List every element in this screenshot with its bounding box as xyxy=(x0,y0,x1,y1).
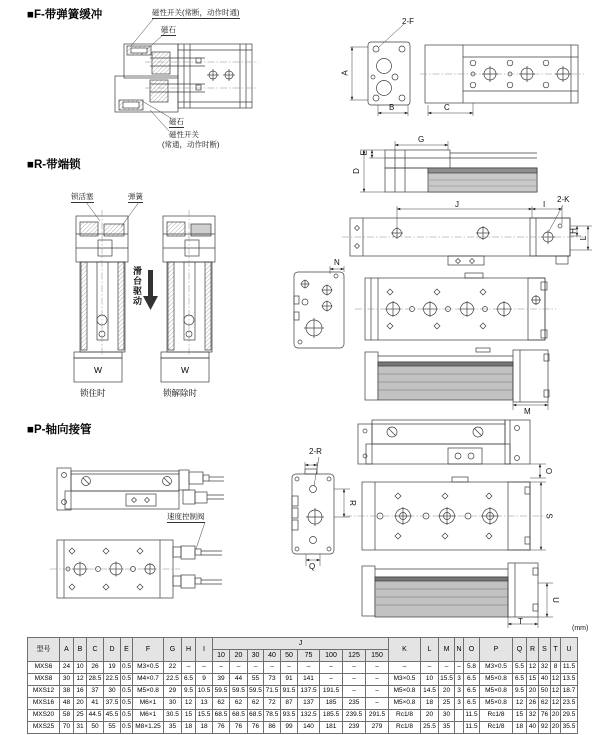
table-row xyxy=(28,674,578,686)
r-section-cutaway-locked xyxy=(74,202,142,382)
table-cell: 72 xyxy=(264,698,281,710)
table-row xyxy=(28,686,578,698)
table-cell: 10 xyxy=(74,662,87,674)
col-header: S xyxy=(539,638,551,662)
p-section-side-view-bottom-right xyxy=(362,563,553,628)
dim-label-l: L xyxy=(579,235,589,241)
table-cell: 137.5 xyxy=(298,686,320,698)
table-cell: 0.5 xyxy=(121,686,133,698)
table-cell: 12 xyxy=(182,698,196,710)
table-cell: 20 xyxy=(551,710,561,722)
col-header: P xyxy=(480,638,513,662)
slide-drive-label: 滑台驱动 xyxy=(132,266,142,306)
table-row xyxy=(28,698,578,710)
model-cell: MXS20 xyxy=(28,710,60,722)
table-cell: 59.5 xyxy=(213,686,230,698)
table-cell: 18 xyxy=(421,698,439,710)
table-cell xyxy=(455,710,464,722)
table-cell: – xyxy=(213,662,230,674)
table-cell: 291.5 xyxy=(366,710,389,722)
table-cell: 191.5 xyxy=(320,686,343,698)
dimension-table xyxy=(27,637,578,734)
table-cell: 32 xyxy=(539,662,551,674)
table-cell: 26 xyxy=(527,698,539,710)
table-cell: 76 xyxy=(248,722,264,734)
table-cell: 5.8 xyxy=(464,662,480,674)
table-cell: 37 xyxy=(87,686,104,698)
col-header: D xyxy=(104,638,121,662)
table-cell: – xyxy=(366,674,389,686)
table-cell: M5×0.8 xyxy=(389,686,421,698)
table-cell: Rc1/8 xyxy=(480,722,513,734)
table-cell: 12 xyxy=(74,674,87,686)
model-cell: MXS6 xyxy=(28,662,60,674)
table-cell: 16 xyxy=(74,686,87,698)
table-cell: 6.5 xyxy=(464,698,480,710)
table-cell: 14.5 xyxy=(421,686,439,698)
table-cell: 6.5 xyxy=(464,674,480,686)
table-cell: 73 xyxy=(264,674,281,686)
unlocked-caption: 锁解除时 xyxy=(163,388,198,398)
model-cell: MXS16 xyxy=(28,698,60,710)
table-cell: 11.5 xyxy=(464,710,480,722)
stroke-header: 10 xyxy=(213,650,230,662)
table-row xyxy=(28,722,578,734)
table-cell: 15.5 xyxy=(439,674,455,686)
col-header: F xyxy=(133,638,164,662)
p-section-end-view xyxy=(292,457,350,566)
table-cell: 29 xyxy=(164,686,182,698)
table-cell: 28.5 xyxy=(87,674,104,686)
table-cell: 6.5 xyxy=(513,674,527,686)
table-cell: 9.5 xyxy=(182,686,196,698)
table-cell: 20 xyxy=(551,722,561,734)
section-title-f: ■F-带弹簧缓冲 xyxy=(27,9,103,21)
table-cell: 0.5 xyxy=(121,722,133,734)
model-cell: MXS25 xyxy=(28,722,60,734)
col-header: M xyxy=(439,638,455,662)
table-cell: 59.5 xyxy=(248,686,264,698)
table-cell: – xyxy=(366,698,389,710)
table-cell: 30.5 xyxy=(164,710,182,722)
dim-label-g: G xyxy=(418,135,425,144)
table-cell: 50 xyxy=(87,722,104,734)
table-cell: 9.5 xyxy=(513,686,527,698)
table-cell: 23.5 xyxy=(561,698,578,710)
table-cell: 140 xyxy=(298,722,320,734)
col-header: C xyxy=(87,638,104,662)
table-cell: – xyxy=(366,686,389,698)
dim-label-e: E xyxy=(359,150,369,156)
table-cell: 62 xyxy=(213,698,230,710)
table-cell: 239.5 xyxy=(343,710,366,722)
section-title-r: ■R-带端锁 xyxy=(27,159,81,171)
table-cell: 41 xyxy=(87,698,104,710)
table-cell: – xyxy=(343,674,366,686)
table-cell: 35 xyxy=(439,722,455,734)
table-cell: – xyxy=(264,662,281,674)
table-cell: 141 xyxy=(298,674,320,686)
dim-label-2r: 2-R xyxy=(309,447,322,456)
table-cell: 55 xyxy=(104,722,121,734)
section-title-p: ■P-轴向接管 xyxy=(27,424,92,436)
table-cell: 15 xyxy=(513,710,527,722)
table-cell: M5×0.8 xyxy=(480,698,513,710)
p-section-plan-view-right xyxy=(345,477,546,550)
col-header: E xyxy=(121,638,133,662)
table-cell: 11.5 xyxy=(464,722,480,734)
table-cell: – xyxy=(196,662,213,674)
table-cell: 32 xyxy=(527,710,539,722)
speed-control-valve-label: 速度控制阀 xyxy=(167,512,205,521)
table-cell: 22.5 xyxy=(104,674,121,686)
table-cell: M3×0.5 xyxy=(480,662,513,674)
magnetic-switch-bottom-note: (常通，动作时断) xyxy=(162,140,220,149)
dim-label-o: O xyxy=(544,467,554,475)
table-cell: Rc1/8 xyxy=(389,710,421,722)
table-cell: 239 xyxy=(343,722,366,734)
table-cell: 10 xyxy=(421,674,439,686)
table-cell: 185 xyxy=(320,698,343,710)
table-cell: M5×0.8 xyxy=(389,698,421,710)
table-cell: 29.5 xyxy=(561,710,578,722)
table-cell: – xyxy=(230,662,248,674)
table-cell: 20 xyxy=(74,698,87,710)
table-cell: 30 xyxy=(60,674,74,686)
table-cell: M6×1 xyxy=(133,698,164,710)
table-cell: 181 xyxy=(320,722,343,734)
stroke-header: 50 xyxy=(281,650,298,662)
r-section-cutaway-unlocked xyxy=(161,210,215,382)
table-cell: M4×0.7 xyxy=(133,674,164,686)
r-section-side-view-bottom xyxy=(365,348,549,410)
table-cell: 0.5 xyxy=(121,662,133,674)
r-section-top-view xyxy=(342,205,592,265)
dim-label-j: J xyxy=(455,200,459,209)
table-cell: 78.5 xyxy=(264,710,281,722)
p-section-side-view-right xyxy=(358,420,546,478)
model-cell: MXS8 xyxy=(28,674,60,686)
r-section-plan-view xyxy=(355,273,556,340)
table-row xyxy=(28,662,578,674)
table-cell: 86 xyxy=(264,722,281,734)
table-cell: 18 xyxy=(196,722,213,734)
table-cell: 24 xyxy=(60,662,74,674)
dim-label-u: U xyxy=(550,597,560,603)
p-section-plan-view-left xyxy=(50,540,222,598)
col-header: H xyxy=(182,638,196,662)
table-cell: 0.5 xyxy=(121,674,133,686)
f-section-cutaway-drawing xyxy=(115,18,258,131)
table-cell: 91.5 xyxy=(281,686,298,698)
table-cell: 18.7 xyxy=(561,686,578,698)
table-cell: 62 xyxy=(248,698,264,710)
table-cell: 3 xyxy=(455,674,464,686)
table-cell: 44 xyxy=(230,674,248,686)
table-cell: 22 xyxy=(164,662,182,674)
dim-label-d: D xyxy=(351,168,361,174)
table-cell: 6.5 xyxy=(182,674,196,686)
f-section-side-view xyxy=(360,141,537,192)
slide-drive-arrow-icon xyxy=(143,270,158,310)
table-cell: 6.5 xyxy=(464,686,480,698)
table-cell: 18 xyxy=(182,722,196,734)
table-cell: 50 xyxy=(539,686,551,698)
stroke-header: 75 xyxy=(298,650,320,662)
table-cell: 76 xyxy=(213,722,230,734)
stroke-header: 20 xyxy=(230,650,248,662)
col-header-model: 型号 xyxy=(28,638,60,662)
dim-label-c: C xyxy=(444,103,450,112)
table-cell: 8 xyxy=(551,662,561,674)
table-cell: 185.5 xyxy=(320,710,343,722)
col-header: K xyxy=(389,638,421,662)
table-cell: 30 xyxy=(164,698,182,710)
stroke-header: 125 xyxy=(343,650,366,662)
f-section-end-view xyxy=(350,24,410,116)
table-cell: 35.5 xyxy=(561,722,578,734)
table-cell: 68.5 xyxy=(248,710,264,722)
dim-label-2k: 2-K xyxy=(557,195,570,204)
col-header: U xyxy=(561,638,578,662)
table-cell: 132.5 xyxy=(298,710,320,722)
r-section-port-end-view xyxy=(294,266,344,348)
table-cell: – xyxy=(343,686,366,698)
table-cell: – xyxy=(439,662,455,674)
table-cell: 62 xyxy=(230,698,248,710)
table-cell: 25 xyxy=(74,710,87,722)
table-cell: 76 xyxy=(539,710,551,722)
table-cell: 3 xyxy=(455,698,464,710)
table-cell: 30 xyxy=(439,710,455,722)
table-cell: 92 xyxy=(539,722,551,734)
col-header: R xyxy=(527,638,539,662)
table-cell: M8×1.25 xyxy=(133,722,164,734)
col-header: T xyxy=(551,638,561,662)
table-cell: 40 xyxy=(539,674,551,686)
table-cell: – xyxy=(455,662,464,674)
table-cell: 18 xyxy=(513,722,527,734)
table-cell: 15 xyxy=(182,710,196,722)
table-cell: 15.5 xyxy=(196,710,213,722)
table-cell: 58 xyxy=(60,710,74,722)
table-cell: 93.5 xyxy=(281,710,298,722)
dim-label-h: H xyxy=(568,228,578,234)
table-cell: – xyxy=(320,662,343,674)
table-cell: 19 xyxy=(104,662,121,674)
table-cell: M3×0.5 xyxy=(389,674,421,686)
table-cell: 13 xyxy=(196,698,213,710)
spring-label: 弹簧 xyxy=(128,192,143,201)
table-cell: 55 xyxy=(248,674,264,686)
table-cell: M5×0.8 xyxy=(480,674,513,686)
table-cell: 20 xyxy=(421,710,439,722)
table-cell: 38 xyxy=(60,686,74,698)
table-cell: 12 xyxy=(513,698,527,710)
table-cell: 40 xyxy=(527,722,539,734)
table-cell: 11.5 xyxy=(561,662,578,674)
table-cell: – xyxy=(182,662,196,674)
col-header: B xyxy=(74,638,87,662)
stroke-header: 40 xyxy=(264,650,281,662)
dim-label-t: T xyxy=(518,617,523,626)
table-cell: 9 xyxy=(196,674,213,686)
dim-label-n: N xyxy=(334,258,340,267)
stroke-header: 100 xyxy=(320,650,343,662)
table-cell: 91 xyxy=(281,674,298,686)
table-cell: 20 xyxy=(439,686,455,698)
table-cell: 62 xyxy=(539,698,551,710)
table-cell: – xyxy=(343,662,366,674)
table-cell: 68.5 xyxy=(213,710,230,722)
model-cell: MXS12 xyxy=(28,686,60,698)
table-cell: M6×1 xyxy=(133,710,164,722)
col-header: N xyxy=(455,638,464,662)
magnetic-switch-top-label: 磁性开关(常断，动作时通) xyxy=(152,8,240,17)
table-cell: 99 xyxy=(281,722,298,734)
table-row xyxy=(28,710,578,722)
table-cell: – xyxy=(421,662,439,674)
table-cell: 70 xyxy=(60,722,74,734)
table-cell: 0.5 xyxy=(121,698,133,710)
table-cell: 5.5 xyxy=(513,662,527,674)
dim-label-r: R xyxy=(347,500,357,506)
col-header: G xyxy=(164,638,182,662)
col-header: O xyxy=(464,638,480,662)
table-cell: Rc1/8 xyxy=(389,722,421,734)
col-header: A xyxy=(60,638,74,662)
w-label-right: W xyxy=(181,365,190,375)
unit-note: (mm) xyxy=(572,625,589,632)
col-header-j-group: J xyxy=(213,638,389,650)
table-cell: 25 xyxy=(439,698,455,710)
dim-label-2f: 2-F xyxy=(402,17,414,26)
table-cell xyxy=(455,722,464,734)
table-cell: 48 xyxy=(60,698,74,710)
stroke-header: 30 xyxy=(248,650,264,662)
col-header: Q xyxy=(513,638,527,662)
table-cell: 3 xyxy=(455,686,464,698)
table-cell: 35 xyxy=(164,722,182,734)
table-cell: – xyxy=(389,662,421,674)
magnet-bottom-label: 磁石 xyxy=(169,117,184,126)
dim-label-q: Q xyxy=(309,562,316,571)
table-cell: – xyxy=(366,662,389,674)
locked-caption: 锁住时 xyxy=(80,388,106,398)
dim-label-b: B xyxy=(389,103,395,112)
w-label-left: W xyxy=(94,365,103,375)
table-cell: 22.5 xyxy=(164,674,182,686)
table-cell: 30 xyxy=(104,686,121,698)
table-cell: 12 xyxy=(551,698,561,710)
table-cell: M5×0.8 xyxy=(133,686,164,698)
dim-label-m: M xyxy=(524,407,531,416)
table-cell: 20 xyxy=(527,686,539,698)
table-cell: 44.5 xyxy=(87,710,104,722)
table-cell: 87 xyxy=(281,698,298,710)
table-cell: 37.5 xyxy=(104,698,121,710)
col-header: I xyxy=(196,638,213,662)
table-cell: 26 xyxy=(87,662,104,674)
col-header: L xyxy=(421,638,439,662)
table-cell: – xyxy=(298,662,320,674)
dim-label-a: A xyxy=(340,70,350,76)
magnet-top-label: 磁石 xyxy=(161,25,176,34)
table-cell: 31 xyxy=(74,722,87,734)
table-cell: 137 xyxy=(298,698,320,710)
dim-label-s: S xyxy=(544,513,554,519)
table-cell: 235 xyxy=(343,698,366,710)
table-cell: 12 xyxy=(551,686,561,698)
table-cell: 71.5 xyxy=(264,686,281,698)
table-cell: 12 xyxy=(527,662,539,674)
table-cell: M5×0.8 xyxy=(480,686,513,698)
table-cell: – xyxy=(281,662,298,674)
magnetic-switch-bottom-label: 磁性开关 xyxy=(169,130,199,139)
table-cell: M3×0.5 xyxy=(133,662,164,674)
table-cell: 13.5 xyxy=(561,674,578,686)
table-cell: 12 xyxy=(551,674,561,686)
table-cell: 39 xyxy=(213,674,230,686)
table-cell: 68.5 xyxy=(230,710,248,722)
table-cell: – xyxy=(248,662,264,674)
lock-piston-label: 锁活塞 xyxy=(71,192,94,201)
stroke-header: 150 xyxy=(366,650,389,662)
p-section-side-view xyxy=(57,468,224,549)
table-cell: 59.5 xyxy=(230,686,248,698)
dim-label-i: I xyxy=(543,200,546,209)
table-cell: 76 xyxy=(230,722,248,734)
table-cell: – xyxy=(320,674,343,686)
table-cell: 279 xyxy=(366,722,389,734)
table-cell: 15 xyxy=(527,674,539,686)
table-cell: Rc1/8 xyxy=(480,710,513,722)
table-cell: 25.5 xyxy=(421,722,439,734)
table-cell: 45.5 xyxy=(104,710,121,722)
table-cell: 0.5 xyxy=(121,710,133,722)
table-cell: 10.5 xyxy=(196,686,213,698)
